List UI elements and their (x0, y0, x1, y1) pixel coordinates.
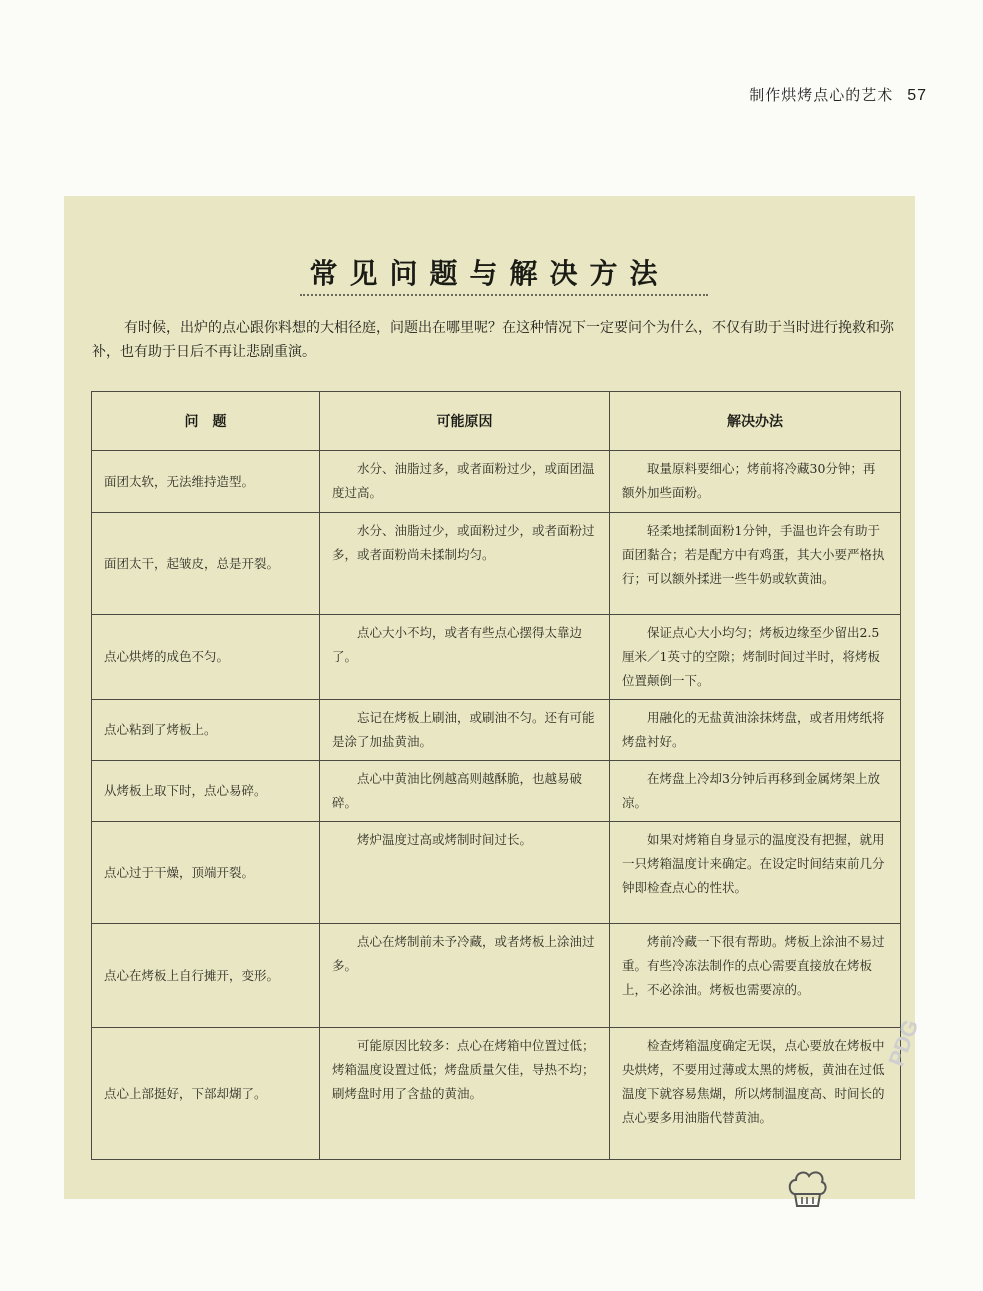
section-title: 常见问题与解决方法 (309, 257, 670, 290)
cause-cell: 水分、油脂过多，或者面粉过少，或面团温度过高。 (320, 451, 610, 513)
problem-cell: 面团太干，起皱皮，总是开裂。 (92, 513, 320, 615)
page-number: 57 (907, 87, 927, 104)
solution-cell: 检查烤箱温度确定无误，点心要放在烤板中央烘烤，不要用过薄或太黑的烤板，黄油在过低温度下就容易焦煳，所以烤制温度高、时间长的点心要多用油脂代替黄油。 (610, 1028, 901, 1160)
table-row (92, 451, 901, 513)
problem-cell: 点心上部挺好，下部却煳了。 (92, 1028, 320, 1160)
problem-cell: 面团太软，无法维持造型。 (92, 451, 320, 513)
cause-cell: 水分、油脂过少，或面粉过少，或者面粉过多，或者面粉尚未揉制均匀。 (320, 513, 610, 615)
solution-cell: 轻柔地揉制面粉1分钟，手温也许会有助于面团黏合；若是配方中有鸡蛋，其大小要严格执行；可以额外揉进一些牛奶或软黄油。 (610, 513, 901, 615)
solution-cell: 用融化的无盐黄油涂抹烤盘，或者用烤纸将烤盘衬好。 (610, 700, 901, 761)
cause-cell: 点心在烤制前未予冷藏，或者烤板上涂油过多。 (320, 924, 610, 1028)
troubleshooting-table (91, 391, 901, 1160)
solution-cell: 在烤盘上冷却3分钟后再移到金属烤架上放凉。 (610, 761, 901, 822)
header-cause: 可能原因 (320, 392, 610, 451)
solution-cell: 取量原料要细心；烤前将冷藏30分钟；再额外加些面粉。 (610, 451, 901, 513)
problem-cell: 点心过于干燥，顶端开裂。 (92, 822, 320, 924)
header-solution: 解决办法 (610, 392, 901, 451)
troubleshooting-panel (64, 196, 915, 1199)
title-underline (300, 294, 708, 296)
solution-cell: 烤前冷藏一下很有帮助。烤板上涂油不易过重。有些冷冻法制作的点心需要直接放在烤板上，不必涂油。烤板也需要凉的。 (610, 924, 901, 1028)
running-head-title: 制作烘烤点心的艺术 (749, 86, 894, 104)
chef-hat-icon (786, 1164, 828, 1210)
cause-cell: 可能原因比较多：点心在烤箱中位置过低；烤箱温度设置过低；烤盘质量欠佳，导热不均；刷烤盘时用了含盐的黄油。 (320, 1028, 610, 1160)
cause-cell: 忘记在烤板上刷油，或刷油不匀。还有可能是涂了加盐黄油。 (320, 700, 610, 761)
problem-cell: 点心粘到了烤板上。 (92, 700, 320, 761)
table-row (92, 924, 901, 1028)
running-head (749, 84, 927, 105)
solution-cell: 如果对烤箱自身显示的温度没有把握，就用一只烤箱温度计来确定。在设定时间结束前几分钟即检查点心的性状。 (610, 822, 901, 924)
problem-cell: 点心烘烤的成色不匀。 (92, 615, 320, 700)
problem-cell: 点心在烤板上自行摊开，变形。 (92, 924, 320, 1028)
table-header-row (92, 392, 901, 451)
table-row (92, 700, 901, 761)
intro-paragraph: 有时候，出炉的点心跟你料想的大相径庭，问题出在哪里呢？在这种情况下一定要问个为什么，不仅有助于当时进行挽救和弥补，也有助于日后不再让悲剧重演。 (92, 320, 894, 360)
table-row (92, 761, 901, 822)
cause-cell: 点心大小不均，或者有些点心摆得太靠边了。 (320, 615, 610, 700)
table-row (92, 615, 901, 700)
pdg-watermark: PDG (883, 1016, 924, 1070)
table-row (92, 1028, 901, 1160)
solution-cell: 保证点心大小均匀；烤板边缘至少留出2.5厘米／1英寸的空隙；烤制时间过半时，将烤板位置颠倒一下。 (610, 615, 901, 700)
table-row (92, 822, 901, 924)
cause-cell: 烤炉温度过高或烤制时间过长。 (320, 822, 610, 924)
header-problem: 问 题 (92, 392, 320, 451)
problem-cell: 从烤板上取下时，点心易碎。 (92, 761, 320, 822)
cause-cell: 点心中黄油比例越高则越酥脆，也越易破碎。 (320, 761, 610, 822)
table-row (92, 513, 901, 615)
